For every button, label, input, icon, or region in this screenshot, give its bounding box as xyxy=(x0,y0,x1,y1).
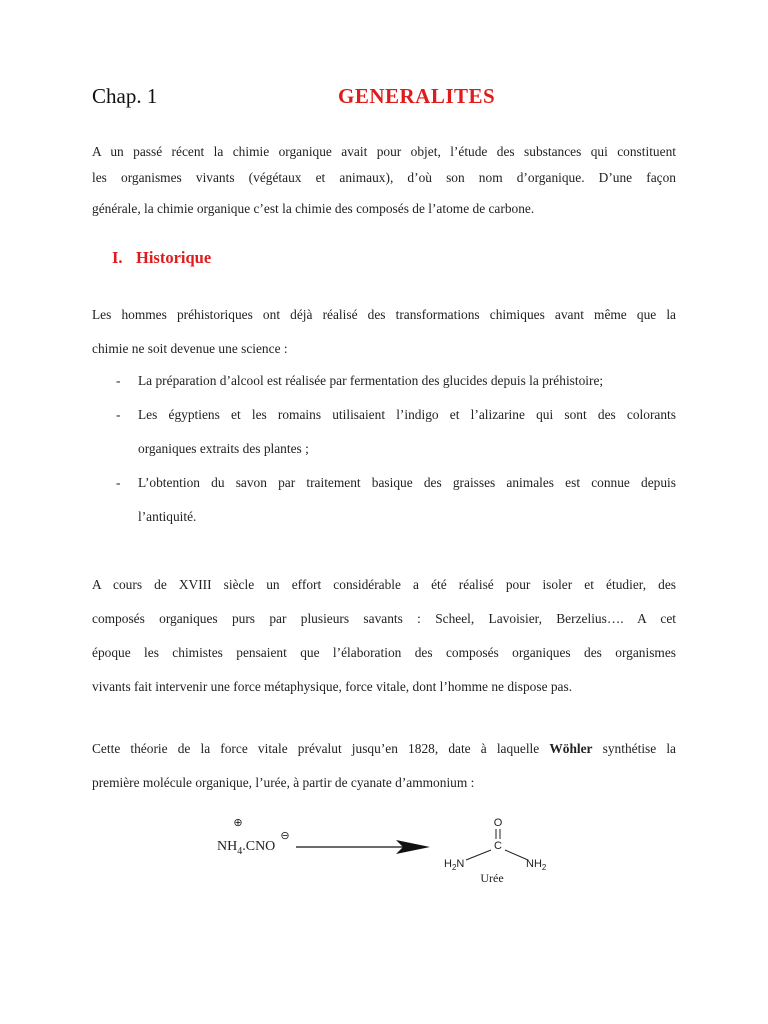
minus-charge: ⊖ xyxy=(280,830,290,842)
reactant-cno: .CNO xyxy=(242,839,276,854)
intro-line-3: générale, la chimie organique c’est la chimie des composés de l’atome de carbone. xyxy=(92,201,535,216)
bond-left xyxy=(466,850,491,860)
para2-line-4: vivants fait intervenir une force métaphysique, force vitale, dont l’homme ne dispose pas. xyxy=(92,679,573,694)
section-title: Historique xyxy=(136,248,212,267)
para3-line-1 xyxy=(92,732,676,766)
para2-line-1: A cours de XVIII siècle un effort considérable a été réalisé pour isoler et étudier, des xyxy=(92,577,676,592)
sub-2-left: 2 xyxy=(451,863,457,872)
urea-carbon: C xyxy=(494,840,502,852)
section-heading-historique xyxy=(112,248,211,268)
h-left: H xyxy=(444,858,452,870)
reactant-formula xyxy=(217,839,275,857)
intro-line-2: les organismes vivants (végétaux et animaux), d’où son nom d’organique. D’une façon xyxy=(92,170,676,185)
sub-2-right: 2 xyxy=(541,863,547,872)
bullet-dash: - xyxy=(116,407,121,422)
bullet-line: organiques extraits des plantes ; xyxy=(138,441,309,456)
list-item xyxy=(92,364,676,398)
list-item xyxy=(92,398,676,466)
list-item xyxy=(92,466,676,534)
wohler-name: Wöhler xyxy=(549,741,593,756)
reactant-nh: NH xyxy=(217,839,238,854)
bullet-line: La préparation d’alcool est réalisée par fermentation des glucides depuis la préhistoire; xyxy=(138,373,604,388)
nh-right: NH xyxy=(526,858,542,870)
bullet-line: l’antiquité. xyxy=(138,509,197,524)
urea-left-nh2 xyxy=(444,858,464,872)
historique-line-2: chimie ne soit devenue une science : xyxy=(92,341,288,356)
para3-text: synthétise la xyxy=(592,741,676,756)
urea-oxygen: O xyxy=(493,817,503,829)
chapter-label: Chap. 1 xyxy=(92,84,158,108)
reactant-sub-4: 4 xyxy=(237,846,243,857)
n-left: N xyxy=(456,858,465,870)
bond-right xyxy=(505,850,528,860)
para2-line-3: époque les chimistes pensaient que l’élaboration des composés organiques des organismes xyxy=(92,645,676,660)
intro-paragraph xyxy=(92,144,676,222)
plus-charge: ⊕ xyxy=(233,817,243,829)
intro-line-1: A un passé récent la chimie organique avait pour objet, l’étude des substances qui constituent xyxy=(92,144,676,159)
para2-line-2: composés organiques purs par plusieurs savants : Scheel, Lavoisier, Berzelius…. A cet xyxy=(92,611,676,626)
historique-line-1: Les hommes préhistoriques ont déjà réalisé des transformations chimiques avant même que la xyxy=(92,307,676,322)
bullet-list xyxy=(92,364,676,534)
urea-label: Urée xyxy=(480,871,504,885)
section-number: I. xyxy=(112,248,123,267)
history-paragraph-2 xyxy=(92,568,676,704)
para3-text: Cette théorie de la force vitale prévalut jusqu’en 1828, date à laquelle xyxy=(92,741,550,756)
para3-line-2: première molécule organique, l’urée, à partir de cyanate d’ammonium : xyxy=(92,775,475,790)
historique-paragraph xyxy=(92,298,676,366)
urea-synthesis-reaction xyxy=(200,812,580,892)
chapter-title: GENERALITES xyxy=(338,84,496,108)
bullet-dash: - xyxy=(116,475,121,490)
bullet-line: L’obtention du savon par traitement basique des graisses animales est connue depuis xyxy=(138,475,676,490)
bullet-dash: - xyxy=(116,373,121,388)
urea-right-nh2 xyxy=(526,858,547,872)
bullet-line: Les égyptiens et les romains utilisaient l’indigo et l’alizarine qui sont des colorants xyxy=(138,407,676,422)
history-paragraph-3 xyxy=(92,732,676,800)
